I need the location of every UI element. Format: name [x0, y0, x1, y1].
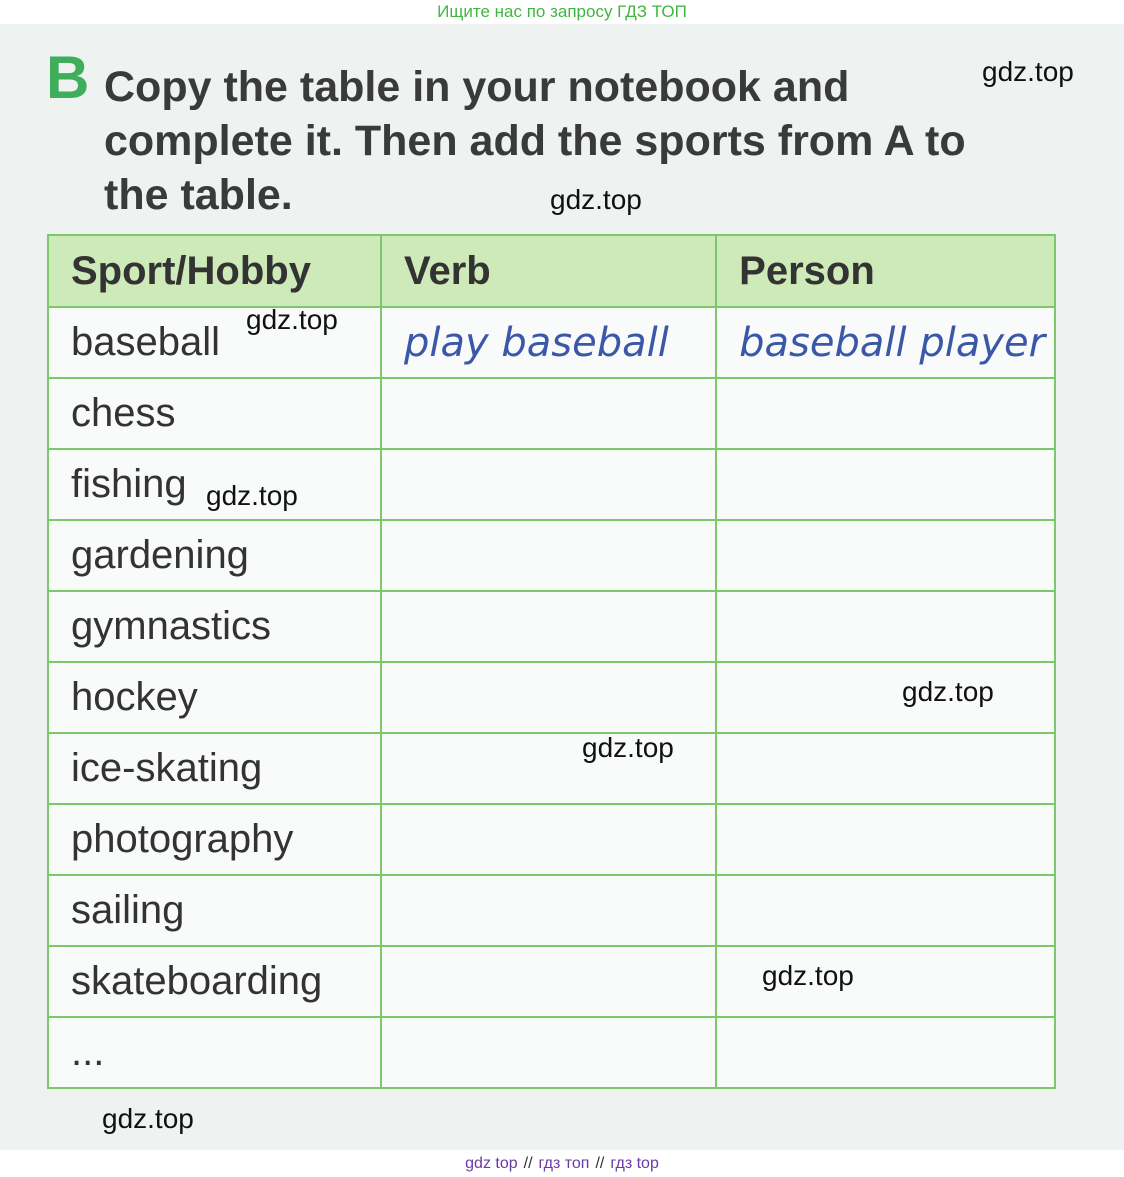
table-row	[48, 378, 1055, 449]
instruction-line: Copy the table in your notebook and	[104, 63, 850, 111]
watermark: gdz.top	[206, 480, 298, 511]
watermark: gdz.top	[982, 56, 1074, 87]
table-row	[48, 804, 1055, 875]
sport-cell: photography	[48, 804, 381, 875]
bottom-banner-text: gdz top	[465, 1155, 518, 1172]
person-cell	[716, 307, 1055, 378]
watermark: gdz.top	[550, 184, 642, 215]
bottom-banner-text: гдз топ	[538, 1155, 590, 1172]
table-row	[48, 449, 1055, 520]
table-row	[48, 520, 1055, 591]
sport-cell: hockey	[48, 662, 381, 733]
bottom-banner	[0, 1150, 1124, 1177]
person-cell	[716, 1017, 1055, 1088]
verb-cell	[381, 520, 716, 591]
table-row	[48, 733, 1055, 804]
sport-cell: gardening	[48, 520, 381, 591]
watermark: gdz.top	[902, 676, 994, 707]
person-cell	[716, 591, 1055, 662]
sport-cell: fishing	[48, 449, 381, 520]
sport-cell: gymnastics	[48, 591, 381, 662]
top-banner: Ищите нас по запросу ГДЗ ТОП	[0, 0, 1124, 24]
table-row	[48, 875, 1055, 946]
person-cell	[716, 804, 1055, 875]
watermark: gdz.top	[246, 304, 338, 335]
verb-cell	[381, 804, 716, 875]
watermark: gdz.top	[762, 960, 854, 991]
table-header-row	[48, 235, 1055, 307]
sport-cell: ...	[48, 1017, 381, 1088]
verb-cell	[381, 1017, 716, 1088]
instruction-line: the table.	[104, 171, 293, 219]
table-row	[48, 1017, 1055, 1088]
verb-cell	[381, 378, 716, 449]
verb-cell	[381, 875, 716, 946]
verb-cell	[381, 946, 716, 1017]
sport-cell: ice-skating	[48, 733, 381, 804]
verb-cell	[381, 591, 716, 662]
handwritten-person: baseball player	[739, 319, 1046, 366]
person-cell	[716, 733, 1055, 804]
verb-cell	[381, 662, 716, 733]
sports-table	[47, 234, 1056, 1089]
table-row	[48, 946, 1055, 1017]
watermark: gdz.top	[102, 1103, 194, 1134]
header-verb: Verb	[381, 235, 716, 307]
watermark: gdz.top	[582, 732, 674, 763]
sport-cell: baseball	[48, 307, 381, 378]
person-cell	[716, 662, 1055, 733]
separator: //	[523, 1155, 533, 1172]
separator: //	[595, 1155, 605, 1172]
header-sport-hobby: Sport/Hobby	[48, 235, 381, 307]
exercise-letter: B	[46, 44, 90, 111]
person-cell	[716, 449, 1055, 520]
verb-cell	[381, 307, 716, 378]
verb-cell	[381, 449, 716, 520]
table-row	[48, 591, 1055, 662]
sport-cell: sailing	[48, 875, 381, 946]
bottom-banner-text: гдз top	[610, 1155, 659, 1172]
instruction-line: complete it. Then add the sports from A to	[104, 117, 966, 165]
person-cell	[716, 875, 1055, 946]
person-cell	[716, 520, 1055, 591]
handwritten-verb: play baseball	[403, 319, 669, 366]
sport-cell: skateboarding	[48, 946, 381, 1017]
person-cell	[716, 378, 1055, 449]
sport-cell: chess	[48, 378, 381, 449]
table-row	[48, 307, 1055, 378]
header-person: Person	[716, 235, 1055, 307]
